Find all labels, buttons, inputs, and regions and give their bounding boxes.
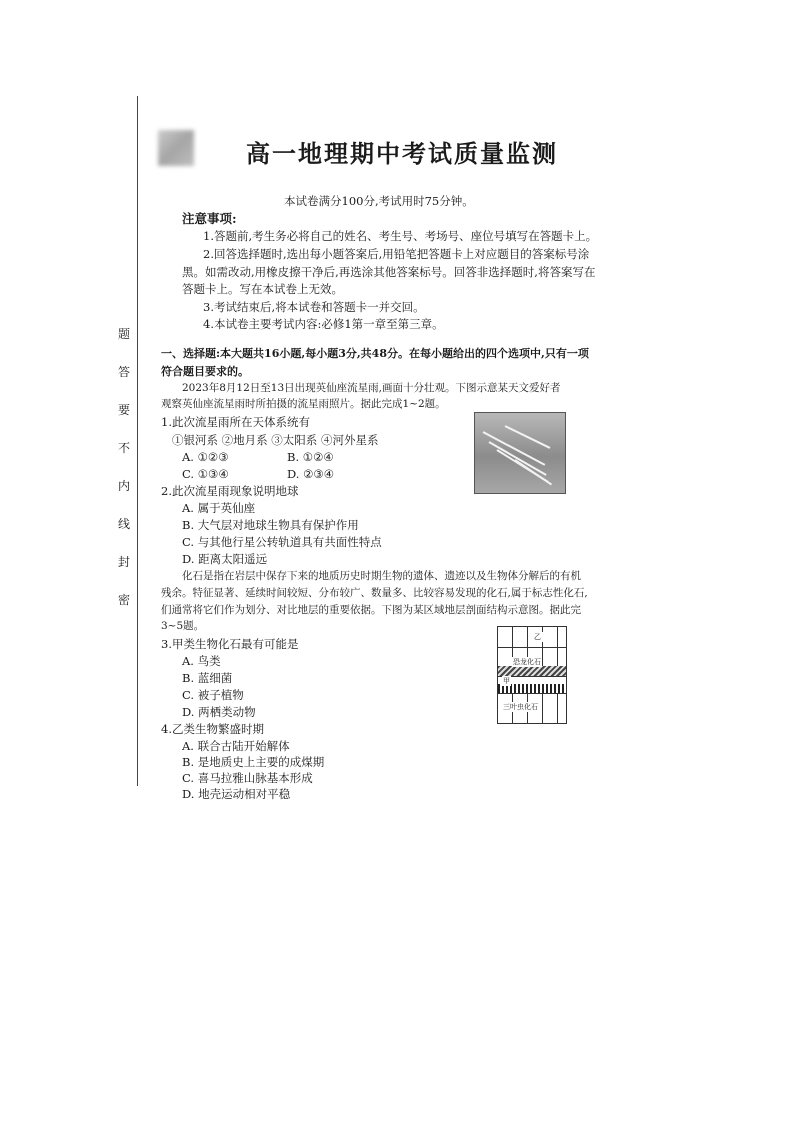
question-3-option-d: D. 两栖类动物 [182,705,256,719]
stratum-label-dinosaur: 恐龙化石 [513,658,541,666]
question-4-stem: 4.乙类生物繁盛时期 [161,722,264,736]
meteor-shower-photo [474,412,566,494]
notice-line: 1.答题前,考生务必将自己的姓名、考生号、考场号、座位号填写在答题卡上。 [203,229,598,243]
passage-1: 2023年8月12日至13日出现英仙座流星雨,画面十分壮观。下图示意某天文爱好者 [182,382,561,394]
section-1-heading: 一、选择题:本大题共16小题,每小题3分,共48分。在每小题给出的四个选项中,只有一项 [161,347,589,360]
seal-char: 内 [118,479,131,493]
question-1-stem: 1.此次流星雨所在天体系统有 [161,415,310,429]
question-1-option-b: B. ①②④ [287,450,334,464]
seal-char: 答 [118,365,131,379]
notice-line: 4.本试卷主要考试内容:必修1第一章至第三章。 [203,317,444,331]
stratum-label-jia: 甲 [503,677,510,685]
stratum-label-trilobite: 三叶虫化石 [503,703,538,711]
question-1-option-c: C. ①③④ [182,467,229,481]
seal-char: 线 [118,517,131,531]
notice-line: 3.考试结束后,将本试卷和答题卡一并交回。 [203,300,425,314]
question-3-option-a: A. 鸟类 [182,654,221,668]
seal-char: 不 [118,441,131,455]
seal-char: 密 [118,593,131,607]
question-2-option-d: D. 距离太阳遥远 [182,552,268,566]
question-3-option-c: C. 被子植物 [182,688,244,702]
question-1-items: ①银河系 ②地月系 ③太阳系 ④河外星系 [172,433,379,447]
question-3-option-b: B. 蓝细菌 [182,671,233,685]
passage-1: 观察英仙座流星雨时所拍摄的流星雨照片。据此完成1~2题。 [161,398,446,410]
passage-2: 残余。特征显著、延续时间较短、分布较广、数量多、比较容易发现的化石,属于标志性化石, [161,587,588,599]
notice-line: 黑。如需改动,用橡皮擦干净后,再选涂其他答案标号。回答非选择题时,将答案写在 [182,265,596,279]
seal-char: 要 [118,403,131,417]
question-3-stem: 3.甲类生物化石最有可能是 [161,637,299,651]
question-1-option-a: A. ①②③ [182,450,229,464]
passage-2: 3~5题。 [161,620,205,632]
passage-2: 们通常将它们作为划分、对比地层的重要依据。下图为某区域地层剖面结构示意图。据此完 [161,604,581,616]
section-1-heading: 符合题目要求的。 [161,365,249,378]
question-4-option-d: D. 地壳运动相对平稳 [182,787,291,801]
stratum-label-yi: 乙 [534,633,541,641]
question-4-option-c: C. 喜马拉雅山脉基本形成 [182,771,313,785]
strata-profile-diagram [497,626,567,724]
notice-header: 注意事项: [182,211,237,226]
binding-margin-line [137,96,138,786]
passage-2: 化石是指在岩层中保存下来的地质历史时期生物的遗体、遗迹以及生物体分解后的有机 [182,570,581,582]
question-4-option-a: A. 联合古陆开始解体 [182,739,290,753]
seal-char: 封 [118,555,131,569]
question-2-option-c: C. 与其他行星公转轨道具有共面性特点 [182,535,382,549]
question-4-option-b: B. 是地质史上主要的成煤期 [182,755,325,769]
question-2-option-a: A. 属于英仙座 [182,501,256,515]
question-2-option-b: B. 大气层对地球生物具有保护作用 [182,518,359,532]
seal-char: 题 [118,327,131,341]
question-1-option-d: D. ②③④ [287,467,335,481]
blurred-logo [158,130,194,166]
notice-line: 答题卡上。写在本试卷上无效。 [182,282,343,296]
page-title: 高一地理期中考试质量监测 [246,139,558,168]
question-2-stem: 2.此次流星雨现象说明地球 [161,484,299,498]
exam-info: 本试卷满分100分,考试用时75分钟。 [284,194,474,208]
notice-line: 2.回答选择题时,选出每小题答案后,用铅笔把答题卡上对应题目的答案标号涂 [203,247,590,261]
